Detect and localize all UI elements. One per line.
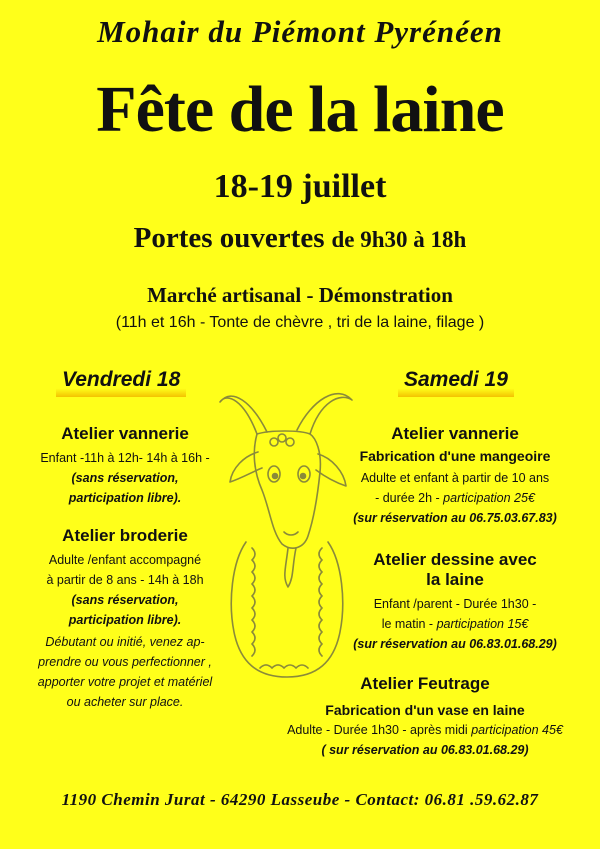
friday-broderie-note-3: apporter votre projet et matériel	[37, 675, 213, 689]
saturday-dessine-price: participation 15€	[436, 617, 529, 631]
saturday-dessine-title-2: la laine	[426, 570, 484, 589]
saturday-vannerie-duration: - durée 2h - participation 25€	[375, 491, 535, 505]
demo-details: (11h et 16h - Tonte de chèvre , tri de la laine, filage )	[115, 314, 485, 331]
event-dates: 18-19 juillet	[213, 168, 387, 205]
saturday-vannerie-subtitle: Fabrication d'une mangeoire	[359, 448, 551, 464]
friday-heading: Vendredi 18	[56, 368, 186, 392]
open-label: Portes ouvertes	[133, 222, 325, 254]
event-title: Fête de la laine	[96, 73, 504, 146]
footer-contact: 1190 Chemin Jurat - 64290 Lasseube - Contact: 06.81 .59.62.87	[61, 790, 539, 809]
saturday-vannerie-title: Atelier vannerie	[391, 424, 519, 443]
saturday-feutrage-reservation: ( sur réservation au 06.83.01.68.29)	[321, 743, 529, 757]
saturday-dessine-reservation: (sur réservation au 06.83.01.68.29)	[353, 637, 557, 651]
friday-broderie-participation: participation libre).	[68, 613, 182, 627]
friday-vannerie-hours: Enfant -11h à 12h- 14h à 16h -	[40, 451, 210, 465]
open-hours: de 9h30 à 18h	[331, 227, 467, 252]
friday-broderie-audience: Adulte /enfant accompagné	[48, 553, 202, 567]
market-line: Marché artisanal - Démonstration	[147, 283, 453, 307]
friday-broderie-note-4: ou acheter sur place.	[66, 695, 184, 709]
friday-broderie	[20, 526, 230, 712]
friday-broderie-hours: à partir de 8 ans - 14h à 18h	[46, 573, 204, 587]
saturday-dessine-audience: Enfant /parent - Durée 1h30 -	[373, 597, 537, 611]
saturday-feutrage-price: participation 45€	[471, 723, 563, 737]
friday-vannerie-title: Atelier vannerie	[61, 424, 189, 443]
organizer-name: Mohair du Piémont Pyrénéen	[97, 14, 503, 49]
saturday-vannerie-reservation: (sur réservation au 06.75.03.67.83)	[353, 511, 557, 525]
saturday-feutrage	[270, 674, 580, 760]
saturday-dessine-time: le matin - participation 15€	[381, 617, 529, 631]
friday-broderie-reservation: (sans réservation,	[71, 593, 179, 607]
saturday-heading: Samedi 19	[398, 368, 514, 392]
saturday-dessine-title-1: Atelier dessine avec	[373, 550, 537, 569]
friday-vannerie	[20, 424, 230, 508]
friday-vannerie-participation: participation libre).	[68, 491, 182, 505]
friday-broderie-note-1: Débutant ou initié, venez ap-	[45, 635, 205, 649]
opening-hours	[0, 222, 600, 255]
saturday-vannerie-price: participation 25€	[443, 491, 535, 505]
saturday-feutrage-subtitle: Fabrication d'un vase en laine	[325, 702, 525, 718]
friday-broderie-note-2: prendre ou vous perfectionner ,	[38, 655, 212, 669]
friday-broderie-title: Atelier broderie	[62, 526, 188, 545]
saturday-feutrage-title: Atelier Feutrage	[360, 674, 490, 693]
saturday-feutrage-details: Adulte - Durée 1h30 - après midi participation 45€	[287, 723, 563, 737]
saturday-dessine	[330, 550, 580, 654]
friday-vannerie-reservation: (sans réservation,	[71, 471, 179, 485]
saturday-vannerie	[330, 424, 580, 528]
saturday-vannerie-audience: Adulte et enfant à partir de 10 ans	[360, 471, 550, 485]
